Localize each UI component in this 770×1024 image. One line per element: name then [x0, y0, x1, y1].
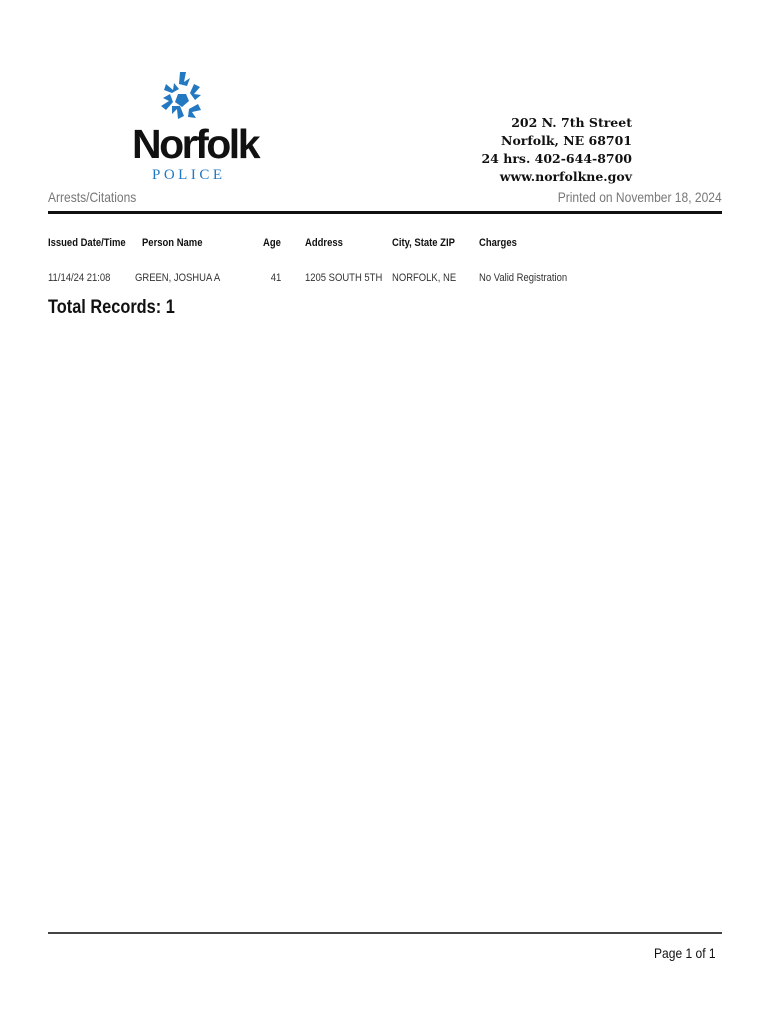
- cell-person-name: GREEN, JOSHUA A: [135, 272, 221, 284]
- logo-wordmark: Norfolk: [132, 121, 258, 167]
- header-issued-date: Issued Date/Time: [48, 237, 126, 249]
- page-indicator: Page 1 of 1: [654, 945, 716, 961]
- contact-website[interactable]: www.norfolkne.gov: [499, 169, 632, 184]
- contact-street: 202 N. 7th Street: [511, 115, 632, 130]
- header-divider: [48, 211, 722, 214]
- footer-divider: [48, 932, 722, 934]
- cell-charges: No Valid Registration: [479, 272, 568, 284]
- header-city-state-zip: City, State ZIP: [392, 237, 455, 249]
- report-title: Arrests/Citations: [48, 189, 137, 205]
- cell-issued-date: 11/14/24 21:08: [48, 272, 111, 284]
- cell-age: 41: [270, 272, 281, 284]
- total-records: Total Records: 1: [48, 297, 175, 318]
- norfolk-police-logo: [128, 70, 258, 186]
- contact-phone: 24 hrs. 402-644-8700: [481, 151, 632, 166]
- header-charges: Charges: [479, 237, 517, 249]
- printed-date: Printed on November 18, 2024: [558, 189, 722, 205]
- contact-block: [481, 114, 632, 186]
- header-address: Address: [305, 237, 343, 249]
- cell-city-state-zip: NORFOLK, NE: [392, 272, 457, 284]
- logo-subtitle: POLICE: [152, 167, 226, 183]
- header-person-name: Person Name: [142, 237, 203, 249]
- cell-address: 1205 SOUTH 5TH: [305, 272, 383, 284]
- header-age: Age: [263, 237, 281, 249]
- contact-city: Norfolk, NE 68701: [501, 133, 632, 148]
